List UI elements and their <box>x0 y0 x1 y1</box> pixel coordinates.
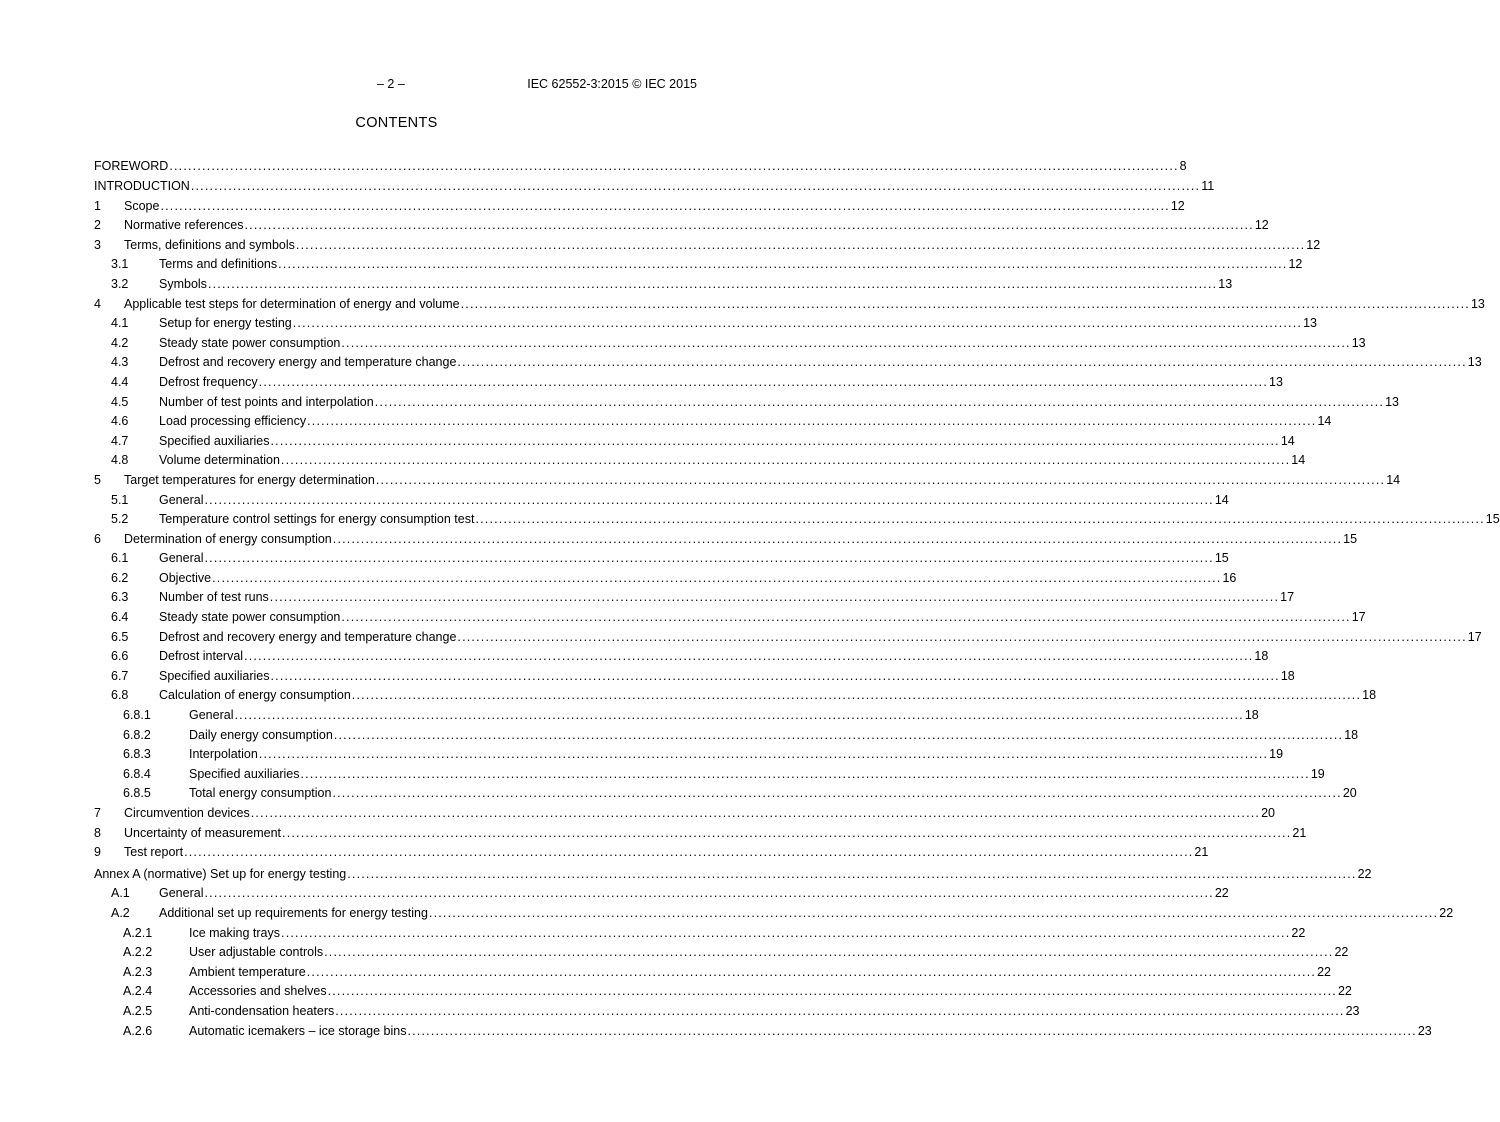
toc-dot-leader <box>335 1002 1344 1016</box>
toc-entry[interactable] <box>94 157 1187 177</box>
toc-dot-leader <box>475 510 1484 524</box>
toc-entry-title: FOREWORD <box>94 159 169 173</box>
toc-entry[interactable] <box>94 530 1358 550</box>
toc-entry-number: 4.3 <box>111 355 129 370</box>
toc-dot-leader <box>307 963 1316 977</box>
toc-entry-title: Load processing efficiency <box>159 414 307 429</box>
toc-dot-leader <box>259 373 1268 387</box>
toc-entry[interactable] <box>94 884 1229 904</box>
toc-entry-number: 5 <box>94 472 101 487</box>
toc-entry-number: 8 <box>94 825 101 840</box>
toc-entry-page: 14 <box>1280 433 1295 448</box>
toc-entry-number: 6.7 <box>111 668 129 683</box>
toc-entry-number: A.2 <box>111 905 130 920</box>
toc-entry-title: Normative references <box>124 218 244 233</box>
toc-entry-title: Number of test points and interpolation <box>159 394 374 409</box>
toc-entry-page: 22 <box>1357 866 1372 881</box>
toc-entry-number: 4.7 <box>111 433 129 448</box>
toc-entry-number: A.2.5 <box>123 1003 153 1018</box>
toc-entry-title: Additional set up requirements for energy testing <box>159 905 428 920</box>
toc-entry[interactable] <box>94 924 1306 944</box>
toc-entry-page: 14 <box>1317 414 1332 429</box>
toc-dot-leader <box>293 314 1302 328</box>
toc-entry-title: Accessories and shelves <box>189 984 327 999</box>
toc-entry[interactable] <box>94 686 1377 706</box>
toc-dot-leader <box>328 982 1337 996</box>
toc-dot-leader <box>282 824 1291 838</box>
toc-entry[interactable] <box>94 177 1215 197</box>
toc-entry-number: 4.6 <box>111 414 129 429</box>
toc-entry[interactable] <box>94 491 1229 511</box>
toc-entry[interactable] <box>94 471 1401 491</box>
toc-entry-page: 18 <box>1344 727 1359 742</box>
toc-entry-title: Defrost frequency <box>159 374 258 389</box>
toc-entry-title: Setup for energy testing <box>159 316 292 331</box>
toc-entry[interactable] <box>94 275 1233 295</box>
toc-dot-leader <box>212 569 1221 583</box>
toc-entry-number: A.2.6 <box>123 1023 153 1038</box>
toc-entry-title: Symbols <box>159 276 207 291</box>
toc-entry-number: 6 <box>94 531 101 546</box>
toc-dot-leader <box>270 667 1279 681</box>
toc-entry-number: 6.8.2 <box>123 727 151 742</box>
toc-entry-title: Scope <box>124 198 160 213</box>
toc-entry-page: 17 <box>1467 629 1482 644</box>
toc-dot-leader <box>296 236 1305 250</box>
toc-dot-leader <box>333 530 1342 544</box>
toc-entry-page: 20 <box>1342 786 1357 801</box>
toc-entry-number: 1 <box>94 198 101 213</box>
table-of-contents <box>94 157 1500 1041</box>
toc-dot-leader <box>461 295 1470 309</box>
toc-entry[interactable] <box>94 295 1485 315</box>
toc-entry-page: 19 <box>1269 747 1284 762</box>
toc-dot-leader <box>375 393 1384 407</box>
toc-entry-page: 13 <box>1467 355 1482 370</box>
toc-entry-title: General <box>159 492 204 507</box>
toc-entry[interactable] <box>94 451 1306 471</box>
toc-entry-page: 22 <box>1439 905 1454 920</box>
toc-entry-number: 2 <box>94 218 101 233</box>
toc-entry-number: 5.1 <box>111 492 129 507</box>
toc-entry-page: 18 <box>1254 649 1269 664</box>
toc-entry-title: Defrost and recovery energy and temperature change <box>159 629 457 644</box>
toc-entry-page: 14 <box>1386 472 1401 487</box>
toc-entry-title: Terms and definitions <box>159 257 278 272</box>
toc-entry-page: 12 <box>1288 257 1303 272</box>
toc-entry-title: Ice making trays <box>189 925 281 940</box>
toc-entry-page: 15 <box>1214 551 1229 566</box>
toc-dot-leader <box>281 451 1290 465</box>
toc-entry-page: 13 <box>1351 335 1366 350</box>
toc-entry-page: 18 <box>1362 688 1377 703</box>
toc-dot-leader <box>204 549 1213 563</box>
toc-entry-title: Number of test runs <box>159 590 269 605</box>
toc-entry-page: 22 <box>1214 886 1229 901</box>
toc-entry-page: 21 <box>1194 845 1209 860</box>
toc-entry-title: Terms, definitions and symbols <box>124 237 295 252</box>
toc-entry-title: Volume determination <box>159 453 280 468</box>
toc-dot-leader <box>204 884 1213 898</box>
toc-dot-leader <box>278 255 1287 269</box>
toc-entry-title: Daily energy consumption <box>189 727 333 742</box>
toc-entry[interactable] <box>94 314 1317 334</box>
toc-entry-title: Automatic icemakers – ice storage bins <box>189 1023 407 1038</box>
toc-entry-number: 6.2 <box>111 570 129 585</box>
toc-entry-number: 6.1 <box>111 551 129 566</box>
toc-entry[interactable] <box>94 804 1276 824</box>
toc-entry-number: A.2.3 <box>123 964 153 979</box>
toc-entry[interactable] <box>94 373 1283 393</box>
toc-entry-number: 3.2 <box>111 276 129 291</box>
toc-entry-title: Applicable test steps for determination of energy and volume <box>124 296 460 311</box>
toc-entry[interactable] <box>94 216 1269 236</box>
toc-entry-page: 23 <box>1345 1003 1360 1018</box>
toc-entry-number: 6.4 <box>111 610 129 625</box>
toc-entry[interactable] <box>94 784 1357 804</box>
toc-entry-title: Objective <box>159 570 212 585</box>
toc-dot-leader <box>307 412 1316 426</box>
toc-entry-page: 17 <box>1351 610 1366 625</box>
toc-entry-page: 20 <box>1261 806 1276 820</box>
toc-entry-title: Annex A (normative) Set up for energy testing <box>94 866 347 881</box>
toc-dot-leader <box>234 706 1243 720</box>
toc-entry[interactable] <box>94 963 1331 983</box>
toc-entry[interactable] <box>94 667 1295 687</box>
toc-dot-leader <box>270 432 1279 446</box>
toc-entry[interactable] <box>94 726 1359 746</box>
toc-entry-page: 17 <box>1280 590 1295 605</box>
toc-entry-page: 21 <box>1292 825 1307 840</box>
toc-entry-page: 13 <box>1385 394 1399 409</box>
toc-dot-leader <box>341 334 1350 348</box>
toc-entry-title: Target temperatures for energy determination <box>124 472 375 487</box>
toc-entry-number: A.2.2 <box>123 945 153 960</box>
toc-entry-title: General <box>159 886 204 901</box>
toc-entry-page: 12 <box>1254 218 1269 233</box>
toc-dot-leader <box>244 647 1253 661</box>
toc-entry-page: 18 <box>1280 668 1295 683</box>
toc-entry-title: Ambient temperature <box>189 964 306 979</box>
toc-entry-title: Test report <box>124 845 184 860</box>
toc-entry[interactable] <box>94 982 1352 1002</box>
toc-entry-title: General <box>189 708 234 723</box>
toc-entry-number: 3.1 <box>111 257 129 272</box>
toc-entry-title: General <box>159 551 204 566</box>
toc-entry[interactable] <box>94 1002 1360 1022</box>
toc-entry-title: Circumvention devices <box>124 806 250 820</box>
toc-dot-leader <box>457 353 1466 367</box>
toc-entry-number: 6.8.1 <box>123 708 151 723</box>
toc-entry[interactable] <box>94 334 1366 354</box>
toc-entry-number: 6.8.4 <box>123 766 151 781</box>
toc-dot-leader <box>457 628 1466 642</box>
toc-entry-page: 8 <box>1179 159 1187 173</box>
toc-entry-page: 14 <box>1291 453 1306 468</box>
toc-entry-title: Temperature control settings for energy consumption test <box>159 512 475 527</box>
toc-entry-title: User adjustable controls <box>189 945 324 960</box>
toc-entry-number: 6.5 <box>111 629 129 644</box>
toc-entry[interactable] <box>94 353 1482 373</box>
toc-entry-title: Specified auxiliaries <box>159 668 270 683</box>
toc-entry-number: 7 <box>94 806 101 820</box>
toc-entry[interactable] <box>94 236 1321 256</box>
toc-dot-leader <box>208 275 1217 289</box>
toc-entry[interactable] <box>94 432 1295 452</box>
toc-entry[interactable] <box>94 608 1366 628</box>
toc-entry-title: Defrost interval <box>159 649 244 664</box>
toc-dot-leader <box>191 177 1200 191</box>
toc-entry-page: 22 <box>1334 945 1349 960</box>
toc-entry-number: 6.3 <box>111 590 129 605</box>
toc-entry-page: 15 <box>1343 531 1358 546</box>
page-number: – 2 – <box>377 77 405 91</box>
toc-dot-leader <box>259 745 1268 759</box>
toc-dot-leader <box>251 804 1260 818</box>
toc-entry-title: Determination of energy consumption <box>124 531 332 546</box>
toc-entry[interactable] <box>94 647 1269 667</box>
toc-entry-title: Steady state power consumption <box>159 335 341 350</box>
toc-entry-number: 6.8.5 <box>123 786 151 801</box>
document-reference: IEC 62552-3:2015 © IEC 2015 <box>527 77 697 91</box>
toc-entry[interactable] <box>94 628 1482 648</box>
toc-entry[interactable] <box>94 255 1303 275</box>
toc-dot-leader <box>352 686 1361 700</box>
toc-entry-title: Uncertainty of measurement <box>124 825 282 840</box>
toc-entry-page: 13 <box>1269 374 1283 389</box>
toc-dot-leader <box>281 924 1290 938</box>
toc-entry[interactable] <box>94 569 1237 589</box>
toc-entry-page: 15 <box>1485 512 1500 527</box>
toc-dot-leader <box>169 157 1178 171</box>
toc-entry-number: 9 <box>94 845 101 860</box>
toc-entry-number: 4.5 <box>111 394 129 409</box>
toc-entry-page: 22 <box>1337 984 1352 999</box>
toc-entry-page: 13 <box>1470 296 1485 311</box>
toc-entry-title: Calculation of energy consumption <box>159 688 351 703</box>
toc-dot-leader <box>324 943 1333 957</box>
toc-entry-page: 18 <box>1244 708 1259 723</box>
toc-entry-number: 3 <box>94 237 101 252</box>
toc-entry-page: 12 <box>1170 198 1185 213</box>
toc-dot-leader <box>429 904 1438 918</box>
toc-entry-number: A.2.1 <box>123 925 153 940</box>
toc-entry-page: 13 <box>1218 276 1233 291</box>
toc-entry-number: 6.8.3 <box>123 747 151 762</box>
toc-entry[interactable] <box>94 197 1185 217</box>
toc-entry[interactable] <box>94 412 1332 432</box>
toc-entry-number: 4.2 <box>111 335 129 350</box>
toc-entry-title: Specified auxiliaries <box>159 433 270 448</box>
page-title: CONTENTS <box>355 115 438 131</box>
toc-dot-leader <box>376 471 1385 485</box>
toc-entry-title: Total energy consumption <box>189 786 332 801</box>
toc-entry[interactable] <box>94 549 1229 569</box>
toc-entry[interactable] <box>94 904 1454 924</box>
toc-entry-number: 6.6 <box>111 649 129 664</box>
toc-entry-title: Interpolation <box>189 747 258 762</box>
toc-dot-leader <box>341 608 1350 622</box>
toc-dot-leader <box>270 588 1279 602</box>
toc-entry-page: 22 <box>1291 925 1306 940</box>
toc-entry[interactable] <box>94 588 1295 608</box>
toc-entry[interactable] <box>94 393 1399 413</box>
toc-entry[interactable] <box>94 765 1325 785</box>
toc-entry-page: 11 <box>1201 179 1215 193</box>
toc-entry-number: A.2.4 <box>123 984 153 999</box>
toc-entry-title: Defrost and recovery energy and temperature change <box>159 355 457 370</box>
toc-entry-number: 4.8 <box>111 453 129 468</box>
toc-entry[interactable] <box>94 824 1307 844</box>
toc-entry[interactable] <box>94 706 1259 726</box>
toc-dot-leader <box>184 843 1193 857</box>
toc-entry-number: 4.4 <box>111 374 129 389</box>
toc-entry-number: 4 <box>94 296 101 311</box>
toc-entry-page: 16 <box>1222 570 1237 585</box>
toc-entry-page: 12 <box>1306 237 1321 252</box>
toc-entry[interactable] <box>94 510 1500 530</box>
toc-dot-leader <box>245 216 1254 230</box>
toc-entry[interactable] <box>94 843 1209 863</box>
toc-entry[interactable] <box>94 943 1349 963</box>
toc-entry-number: 4.1 <box>111 316 129 331</box>
toc-entry-page: 13 <box>1303 316 1317 331</box>
toc-dot-leader <box>160 197 1169 211</box>
toc-entry[interactable] <box>94 745 1284 765</box>
toc-entry[interactable] <box>94 865 1372 885</box>
toc-dot-leader <box>407 1022 1416 1036</box>
toc-entry-page: 23 <box>1417 1023 1432 1038</box>
toc-entry-title: Steady state power consumption <box>159 610 341 625</box>
toc-entry-title: Specified auxiliaries <box>189 766 300 781</box>
toc-dot-leader <box>300 765 1309 779</box>
toc-entry-number: 6.8 <box>111 688 129 703</box>
toc-entry-number: 5.2 <box>111 512 129 527</box>
toc-entry-page: 19 <box>1310 766 1325 781</box>
toc-entry-page: 22 <box>1317 964 1331 979</box>
toc-dot-leader <box>334 726 1343 740</box>
toc-dot-leader <box>204 491 1213 505</box>
toc-dot-leader <box>332 784 1341 798</box>
toc-entry-title: INTRODUCTION <box>94 179 190 193</box>
toc-dot-leader <box>347 865 1356 879</box>
toc-entry-number: A.1 <box>111 886 130 901</box>
toc-entry-title: Anti-condensation heaters <box>189 1003 335 1018</box>
toc-entry[interactable] <box>94 1022 1432 1042</box>
toc-entry-page: 14 <box>1214 492 1229 507</box>
